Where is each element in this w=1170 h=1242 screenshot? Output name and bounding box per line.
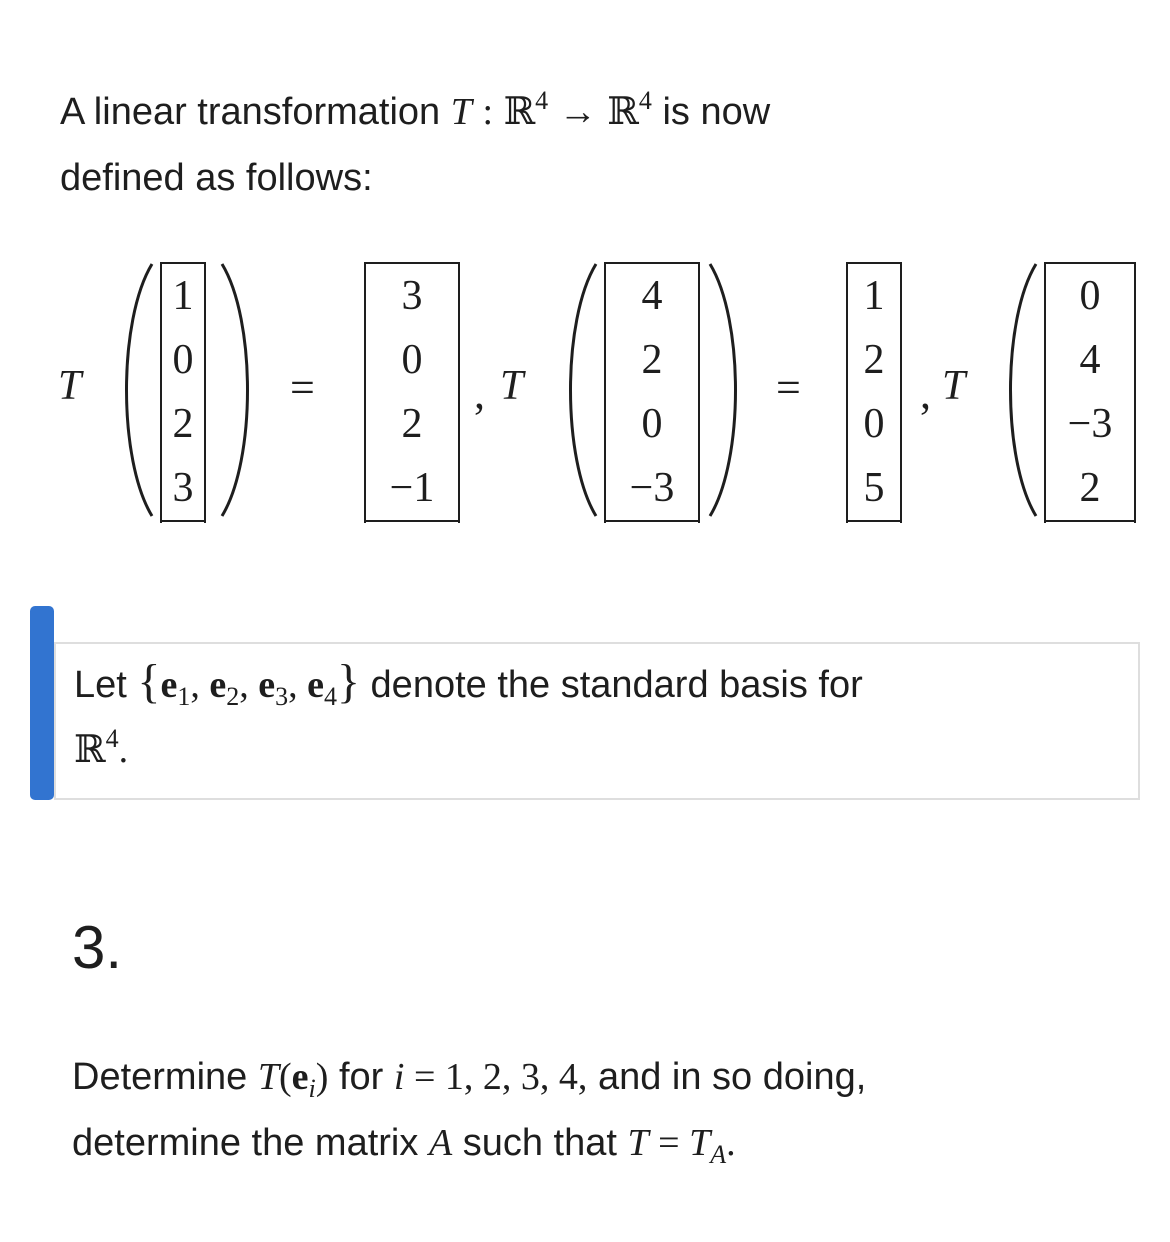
note-open-brace: { [137, 655, 161, 708]
map-colon: : [482, 91, 494, 133]
intro-text-after: is now [662, 91, 771, 133]
input-1-entry-2: 0 [172, 337, 194, 383]
basis-e3: e [258, 664, 276, 706]
q-eq2: = [658, 1122, 680, 1164]
input-1-entry-1: 1 [172, 273, 194, 319]
note-end: . [118, 729, 129, 771]
T-label-1: T [58, 363, 82, 409]
basis-e2: e [209, 664, 227, 706]
q-word-for: for [338, 1056, 384, 1098]
q-end: . [726, 1122, 736, 1164]
transformation-equations [0, 250, 1170, 540]
T-label-2: T [500, 363, 524, 409]
basis-note [30, 606, 1140, 800]
input-3-entry-3: −3 [1067, 401, 1113, 447]
input-2-entry-1: 4 [641, 273, 663, 319]
q-word-determine: Determine [72, 1056, 248, 1098]
input-2-entry-2: 2 [641, 337, 663, 383]
input-3-entry-1: 0 [1079, 273, 1101, 319]
right-paren-2 [706, 260, 750, 520]
domain-exp: 4 [535, 86, 549, 115]
output-1-entry-4: −1 [389, 465, 435, 511]
intro-line-1 [60, 78, 1140, 145]
question-line-1 [72, 1044, 1132, 1110]
output-1-entry-1: 3 [401, 273, 423, 319]
left-paren-2 [556, 260, 600, 520]
intro-line-2: defined as follows: [60, 157, 373, 199]
left-paren-1 [112, 260, 156, 520]
comma-2: , [920, 369, 931, 418]
codomain-R: ℝ [607, 89, 639, 133]
q-list: 1, 2, 3, 4, [444, 1056, 588, 1098]
q-eq: = [413, 1056, 436, 1098]
input-2-entry-4: −3 [629, 465, 675, 511]
map-T: T [450, 91, 472, 133]
question-line-2 [72, 1110, 1132, 1176]
left-paren-3 [996, 260, 1040, 520]
input-3-entry-2: 4 [1079, 337, 1101, 383]
q-T: T [257, 1056, 279, 1098]
equals-1: = [290, 363, 315, 412]
intro-text-before: A linear transformation [60, 91, 441, 133]
input-1-entry-3: 2 [172, 401, 194, 447]
input-vector-3 [1044, 262, 1136, 522]
basis-e4-sub: 4 [323, 682, 337, 711]
q-i: i [393, 1056, 405, 1098]
q-A: A [428, 1122, 453, 1164]
map-arrow: → [558, 91, 597, 133]
output-1-entry-2: 0 [401, 337, 423, 383]
q-word-such: such that [462, 1122, 617, 1164]
output-2-entry-3: 0 [863, 401, 885, 447]
output-2-entry-4: 5 [863, 465, 885, 511]
comma-1: , [474, 369, 485, 418]
output-vector-2 [846, 262, 902, 522]
input-3-entry-4: 2 [1079, 465, 1101, 511]
q-TA: T [689, 1122, 711, 1164]
right-paren-1 [218, 260, 262, 520]
domain-R: ℝ [503, 89, 536, 133]
q-lparen: ( [279, 1056, 292, 1098]
output-1-entry-3: 2 [401, 401, 423, 447]
basis-e1-sub: 1 [177, 682, 191, 711]
q-rparen: ) [315, 1056, 329, 1098]
basis-e1: e [160, 664, 178, 706]
intro-paragraph [60, 78, 1140, 211]
question-number: 3. [72, 914, 123, 981]
q-T2: T [627, 1122, 649, 1164]
q-e-sub: i [308, 1074, 316, 1103]
T-label-3: T [942, 363, 966, 409]
note-close-brace: } [336, 655, 360, 708]
basis-e3-sub: 3 [275, 682, 289, 711]
output-vector-1 [364, 262, 460, 522]
q-word-and: and in so doing, [597, 1056, 867, 1098]
basis-e2-sub: 2 [226, 682, 240, 711]
note-space-R: ℝ [74, 727, 106, 771]
note-space-exp: 4 [105, 724, 119, 753]
note-prefix: Let [74, 664, 127, 706]
basis-e4: e [307, 664, 324, 706]
output-2-entry-2: 2 [863, 337, 885, 383]
note-suffix: denote the standard basis for [370, 664, 863, 706]
note-box [54, 642, 1140, 800]
q-word-matrix: determine the matrix [72, 1122, 419, 1164]
equals-2: = [776, 363, 801, 412]
input-vector-1 [160, 262, 206, 522]
question-text [72, 1044, 1132, 1176]
note-text: Let {$e_1$, $e_2$, $e_3$, $e_4$} denote the standard basis for ℝ$^4$. [74, 655, 863, 771]
note-accent-bar [30, 606, 54, 800]
input-2-entry-3: 0 [641, 401, 663, 447]
codomain-exp: 4 [638, 86, 652, 115]
q-TA-sub: A [710, 1140, 727, 1169]
input-1-entry-4: 3 [172, 465, 194, 511]
input-vector-2 [604, 262, 700, 522]
q-e: e [291, 1056, 309, 1098]
output-2-entry-1: 1 [863, 273, 885, 319]
